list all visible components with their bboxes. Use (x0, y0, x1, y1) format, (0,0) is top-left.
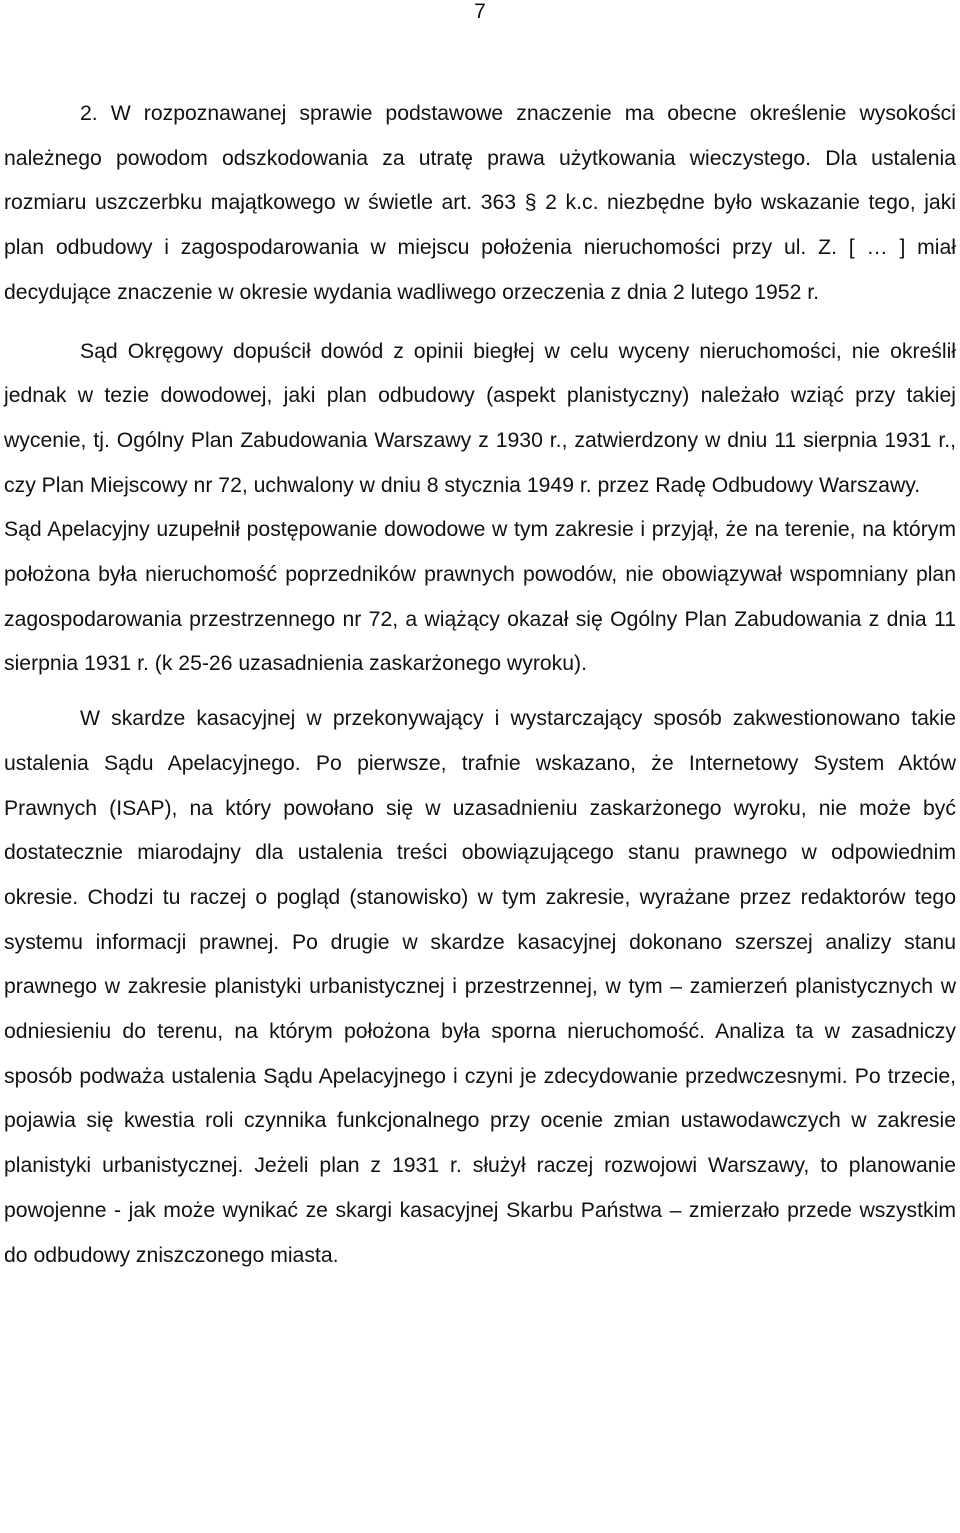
paragraph-appeal-court: Sąd Apelacyjny uzupełnił postępowanie dowodowe w tym zakresie i przyjął, że na terenie, na którym położona była nieruchomość poprzedników prawnych powodów, nie obowiązywał wspomniany plan zagospodarowania przestrzennego nr 72, a wiążący okazał się Ogólny Plan Zabudowania z dnia 11 sierpnia 1931 r. (k 25-26 uzasadnienia zaskarżonego wyroku). (4, 518, 956, 676)
page-number: 7 (474, 0, 486, 23)
paragraph-district-court: Sąd Okręgowy dopuścił dowód z opinii biegłej w celu wyceny nieruchomości, nie określił jednak w tezie dowodowej, jaki plan odbudowy (aspekt planistyczny) należało wziąć przy takiej wycenie, tj. Ogólny Plan Zabudowania Warszawy z 1930 r., zatwierdzony w dniu 11 sierpnia 1931 r., czy Plan Miejscowy nr 72, uchwalony w dniu 8 stycznia 1949 r. przez Radę Odbudowy Warszawy. (4, 339, 956, 497)
paragraph-2-intro: 2. W rozpoznawanej sprawie podstawowe znaczenie ma obecne określenie wysokości należnego powodom odszkodowania za utratę prawa użytkowania wieczystego. Dla ustalenia rozmiaru uszczerbku majątkowego w świetle art. 363 § 2 k.c. niezbędne było wskazanie tego, jaki plan odbudowy i zagospodarowania w miejscu położenia nieruchomości przy ul. Z. [ … ] miał decydujące znaczenie w okresie wydania wadliwego orzeczenia z dnia 2 lutego 1952 r. (4, 102, 956, 304)
paragraph-cassation: W skardze kasacyjnej w przekonywający i wystarczający sposób zakwestionowano takie ustalenia Sądu Apelacyjnego. Po pierwsze, trafnie wskazano, że Internetowy System Aktów Prawnych (ISAP), na który powołano się w uzasadnieniu zaskarżonego wyroku, nie może być dostatecznie miarodajny dla ustalenia treści obowiązującego stanu prawnego w odpowiednim okresie. Chodzi tu raczej o pogląd (stanowisko) w tym zakresie, wyrażane przez redaktorów tego systemu informacji prawnej. Po drugie w skardze kasacyjnej dokonano szerszej analizy stanu prawnego w zakresie planistyki urbanistycznej i przestrzennej, w tym – zamierzeń planistycznych w odniesieniu do terenu, na którym położona była sporna nieruchomość. Analiza ta w zasadniczy sposób podważa ustalenia Sądu Apelacyjnego i czyni je zdecydowanie przedwczesnymi. Po trzecie, pojawia się kwestia roli czynnika funkcjonalnego przy ocenie zmian ustawodawczych w zakresie planistyki urbanistycznej. Jeżeli plan z 1931 r. służył raczej rozwojowi Warszawy, to planowanie powojenne - jak może wynikać ze skargi kasacyjnej Skarbu Państwa – zmierzało przede wszystkim do odbudowy zniszczonego miasta. (4, 707, 956, 1267)
document-body (4, 92, 956, 1278)
